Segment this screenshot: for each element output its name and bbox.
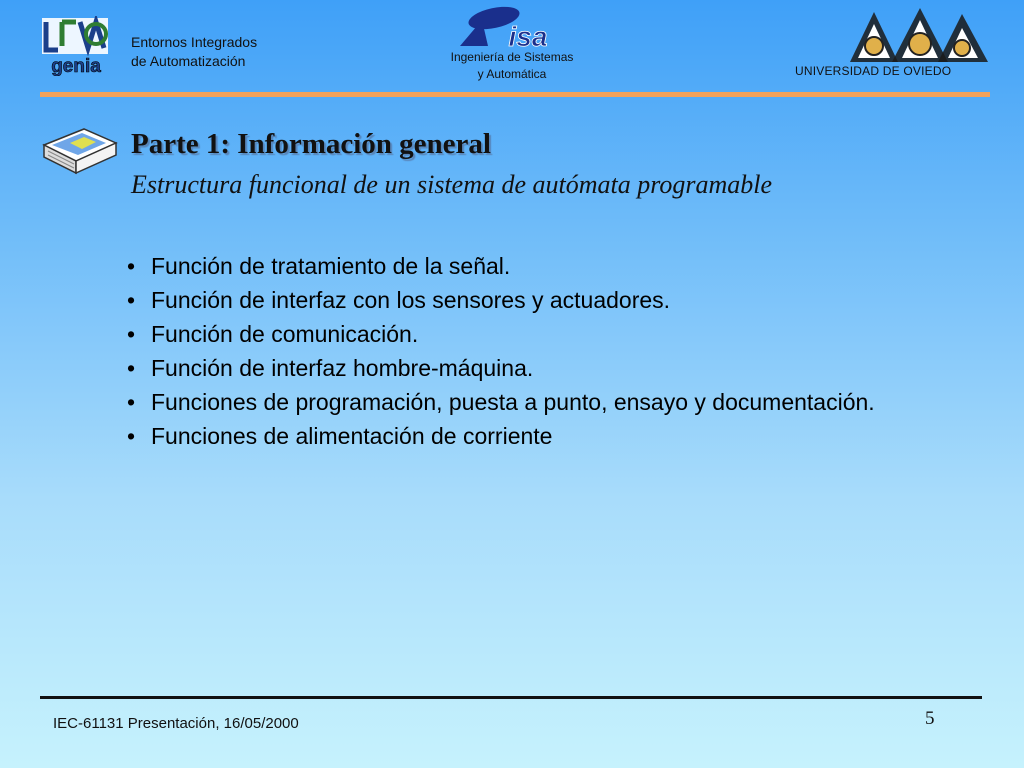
bullet-marker: • xyxy=(127,287,136,313)
bullet-item xyxy=(127,283,907,317)
slide-subtitle: Estructura funcional de un sistema de autómata programable xyxy=(131,170,773,199)
bullet-item xyxy=(127,351,907,385)
bullet-marker: • xyxy=(127,355,136,381)
bullet-marker: • xyxy=(127,423,136,449)
header-divider xyxy=(40,92,990,97)
page-number: 5 xyxy=(925,708,935,729)
group-name xyxy=(131,33,257,71)
bullet-item xyxy=(127,249,907,283)
footer-text: IEC-61131 Presentación, 16/05/2000 xyxy=(53,715,299,732)
bullet-item xyxy=(127,317,907,351)
bullet-text: Función de interfaz hombre-máquina. xyxy=(151,355,534,381)
group-name-line1: Entornos Integrados xyxy=(131,34,258,50)
university-crest-logo xyxy=(842,4,992,66)
bullet-marker: • xyxy=(127,321,136,347)
bullet-text: Función de tratamiento de la señal. xyxy=(151,253,511,279)
bullet-item xyxy=(127,419,907,453)
group-name-line2: de Automatización xyxy=(131,53,246,69)
bullet-list xyxy=(127,249,907,453)
bullet-text: Funciones de programación, puesta a punto, ensayo y documentación. xyxy=(151,389,875,415)
genia-logo-text: genia xyxy=(51,56,101,76)
bullet-marker: • xyxy=(127,389,136,415)
slide-title: Parte 1: Información general xyxy=(131,128,491,160)
genia-logo xyxy=(40,16,112,76)
bullet-text: Función de comunicación. xyxy=(151,321,419,347)
isa-logo xyxy=(452,6,572,48)
bullet-item xyxy=(127,385,907,419)
department-name-line1: Ingeniería de Sistemas xyxy=(450,50,574,64)
bullet-marker: • xyxy=(127,253,136,279)
bullet-text: Funciones de alimentación de corriente xyxy=(151,423,553,449)
footer-divider xyxy=(40,696,982,699)
isa-logo-text: isa xyxy=(508,21,548,48)
slide-header xyxy=(0,0,1024,100)
document-stack-icon xyxy=(40,125,120,177)
bullet-text: Función de interfaz con los sensores y actuadores. xyxy=(151,287,671,313)
department-name-line2: y Automática xyxy=(477,67,547,81)
university-name: UNIVERSIDAD DE OVIEDO xyxy=(795,64,952,78)
department-name xyxy=(432,49,592,83)
